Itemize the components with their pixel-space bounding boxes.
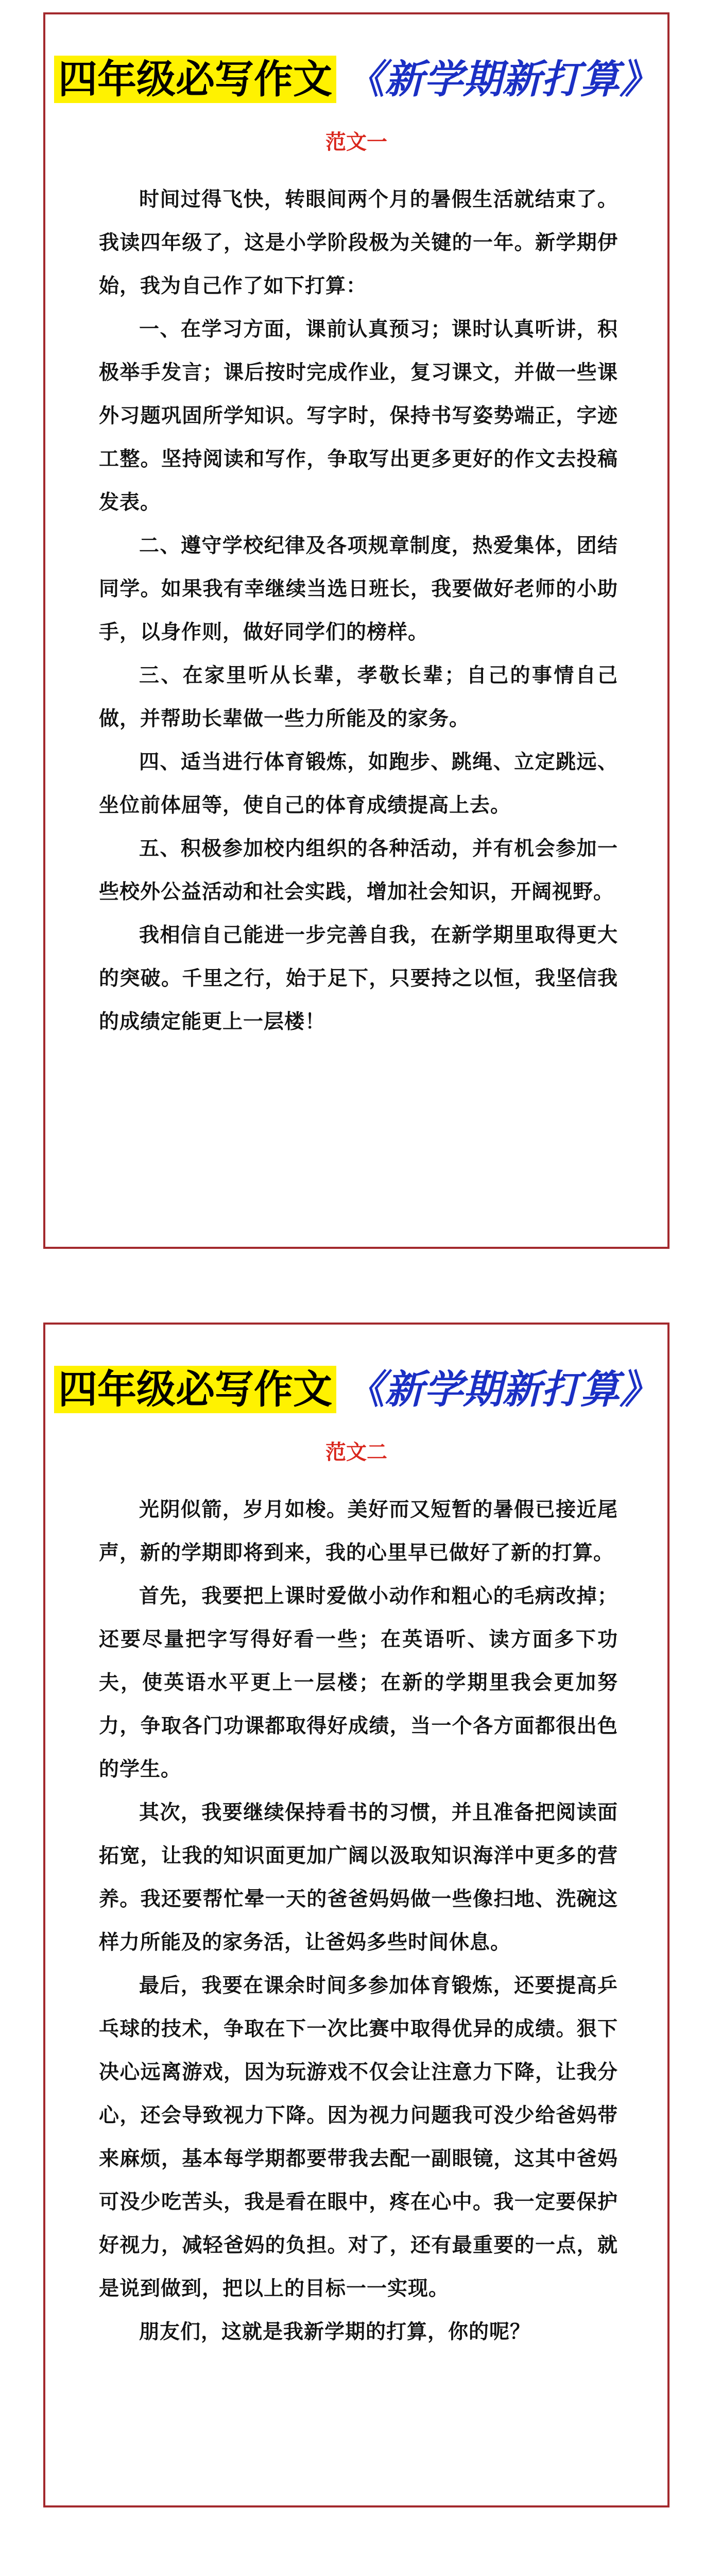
essay-paragraph: 时间过得飞快，转眼间两个月的暑假生活就结束了。我读四年级了，这是小学阶段极为关键的一年。新学期伊始，我为自己作了如下打算： (99, 188, 618, 298)
essay-card-1 (43, 12, 670, 1249)
essay-paragraph: 五、积极参加校内组织的各种活动，并有机会参加一些校外公益活动和社会实践，增加社会知识，开阔视野。 (99, 837, 618, 904)
essay-paragraph: 三、在家里听从长辈，孝敬长辈；自己的事情自己做，并帮助长辈做一些力所能及的家务。 (99, 664, 618, 731)
essay-card-2 (43, 1323, 670, 2507)
essay-title (45, 56, 667, 103)
essay-paragraph: 二、遵守学校纪律及各项规章制度，热爱集体，团结同学。如果我有幸继续当选日班长，我要做好老师的小助手，以身作则，做好同学们的榜样。 (99, 534, 618, 644)
essay-paragraph: 其次，我要继续保持看书的习惯，并且准备把阅读面拓宽，让我的知识面更加广阔以汲取知识海洋中更多的营养。我还要帮忙晕一天的爸爸妈妈做一些像扫地、洗碗这样力所能及的家务活，让爸妈多些时间休息。 (99, 1801, 618, 1954)
essay-paragraph: 最后，我要在课余时间多参加体育锻炼，还要提高乒乓球的技术，争取在下一次比赛中取得优异的成绩。狠下决心远离游戏，因为玩游戏不仅会让注意力下降，让我分心，还会导致视力下降。因为视力问题我可没少给爸妈带来麻烦，基本每学期都要带我去配一副眼镜，这其中爸妈可没少吃苦头，我是看在眼中，疼在心中。我一定要保护好视力，减轻爸妈的负担。对了，还有最重要的一点，就是说到做到，把以上的目标一一实现。 (99, 1974, 618, 2300)
title-topic: 《新学期新打算》 (346, 1366, 659, 1412)
essay-paragraph: 我相信自己能进一步完善自我，在新学期里取得更大的突破。千里之行，始于足下，只要持之以恒，我坚信我的成绩定能更上一层楼！ (99, 924, 618, 1033)
essay-paragraph: 一、在学习方面，课前认真预习；课时认真听讲，积极举手发言；课后按时完成作业，复习课文，并做一些课外习题巩固所学知识。写字时，保持书写姿势端正，字迹工整。坚持阅读和写作，争取写出更多更好的作文去投稿发表。 (99, 318, 618, 514)
essay-body (99, 1488, 618, 2354)
essay-paragraph: 首先，我要把上课时爱做小动作和粗心的毛病改掉；还要尽量把字写得好看一些；在英语听、读方面多下功夫，使英语水平更上一层楼；在新的学期里我会更加努力，争取各门功课都取得好成绩，当一个各方面都很出色的学生。 (99, 1585, 618, 1781)
sample-heading: 范文一 (325, 130, 387, 154)
essay-body (99, 178, 618, 1044)
title-topic: 《新学期新打算》 (346, 56, 659, 102)
essay-paragraph: 四、适当进行体育锻炼，如跑步、跳绳、立定跳远、坐位前体屈等，使自己的体育成绩提高上去。 (99, 751, 618, 817)
essay-paragraph: 光阴似箭，岁月如梭。美好而又短暂的暑假已接近尾声，新的学期即将到来，我的心里早已做好了新的打算。 (99, 1498, 618, 1565)
title-grade-label: 四年级必写作文 (54, 56, 336, 103)
sample-heading: 范文二 (325, 1440, 387, 1464)
essay-paragraph: 朋友们，这就是我新学期的打算，你的呢？ (139, 2320, 531, 2344)
title-grade-label: 四年级必写作文 (54, 1366, 336, 1413)
essay-title (45, 1366, 667, 1413)
